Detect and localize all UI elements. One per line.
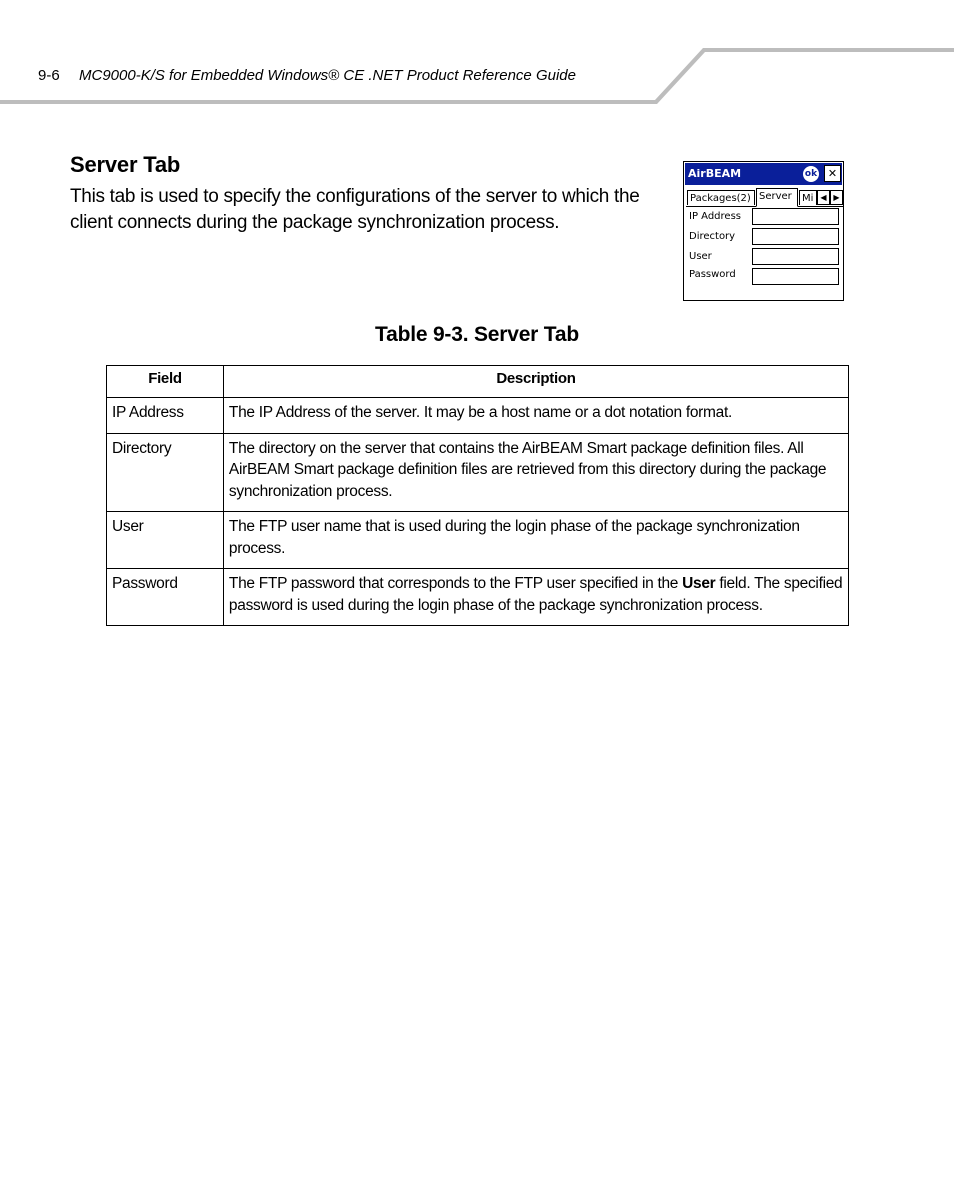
description-cell: The IP Address of the server. It may be a host name or a dot notation format. xyxy=(223,398,848,434)
user-input[interactable] xyxy=(752,248,839,265)
column-header-field: Field xyxy=(107,366,224,398)
field-cell: User xyxy=(107,512,224,569)
close-icon[interactable]: ✕ xyxy=(824,165,841,182)
page-number: 9-6 xyxy=(38,67,60,84)
section-heading: Server Tab xyxy=(70,152,181,177)
field-cell: Password xyxy=(107,569,224,626)
device-tab-strip xyxy=(686,188,844,207)
table-header-row xyxy=(107,366,849,398)
tab-packages[interactable]: Packages(2) xyxy=(687,190,755,205)
field-cell: IP Address xyxy=(107,398,224,434)
server-tab-table xyxy=(106,365,849,626)
header-rule-graphic xyxy=(0,0,954,110)
directory-input[interactable] xyxy=(752,228,839,245)
ok-button[interactable]: ok xyxy=(803,166,819,182)
device-titlebar xyxy=(685,163,842,185)
table-row xyxy=(107,512,849,569)
password-input[interactable] xyxy=(752,268,839,285)
password-label: Password xyxy=(689,269,736,280)
field-cell: Directory xyxy=(107,433,224,512)
table-row xyxy=(107,398,849,434)
description-text: The FTP password that corresponds to the FTP user specified in the xyxy=(228,575,683,592)
description-cell: The directory on the server that contains the AirBEAM Smart package definition files. All AirBEAM Smart package definition files are retrieved from this directory during the package synchronization process. xyxy=(223,433,848,512)
ip-address-label: IP Address xyxy=(689,211,741,222)
table-caption: Table 9-3. Server Tab xyxy=(375,323,579,346)
tab-server[interactable]: Server xyxy=(756,188,798,207)
ip-address-input[interactable] xyxy=(752,208,839,225)
section-body-text: This tab is used to specify the configurations of the server to which the client connects during the package synchronization process. xyxy=(70,186,640,233)
device-title: AirBEAM xyxy=(688,167,742,180)
user-field-reference: User xyxy=(682,575,716,592)
tab-misc[interactable]: Mi xyxy=(799,190,817,205)
user-label: User xyxy=(689,251,712,262)
description-cell xyxy=(223,569,848,626)
tab-scroll-right-icon[interactable]: ▶ xyxy=(830,190,843,205)
tab-scroll-left-icon[interactable]: ◀ xyxy=(817,190,830,205)
table-row xyxy=(107,569,849,626)
table-row xyxy=(107,433,849,512)
description-cell: The FTP user name that is used during the login phase of the package synchronization process. xyxy=(223,512,848,569)
column-header-description: Description xyxy=(223,366,848,398)
airbeam-server-tab-screenshot xyxy=(683,161,844,301)
description-text: field. The specified password is used during the login phase of the package synchronization process. xyxy=(228,575,843,614)
directory-label: Directory xyxy=(689,231,736,242)
running-header-title: MC9000-K/S for Embedded Windows® CE .NET Product Reference Guide xyxy=(79,67,576,84)
